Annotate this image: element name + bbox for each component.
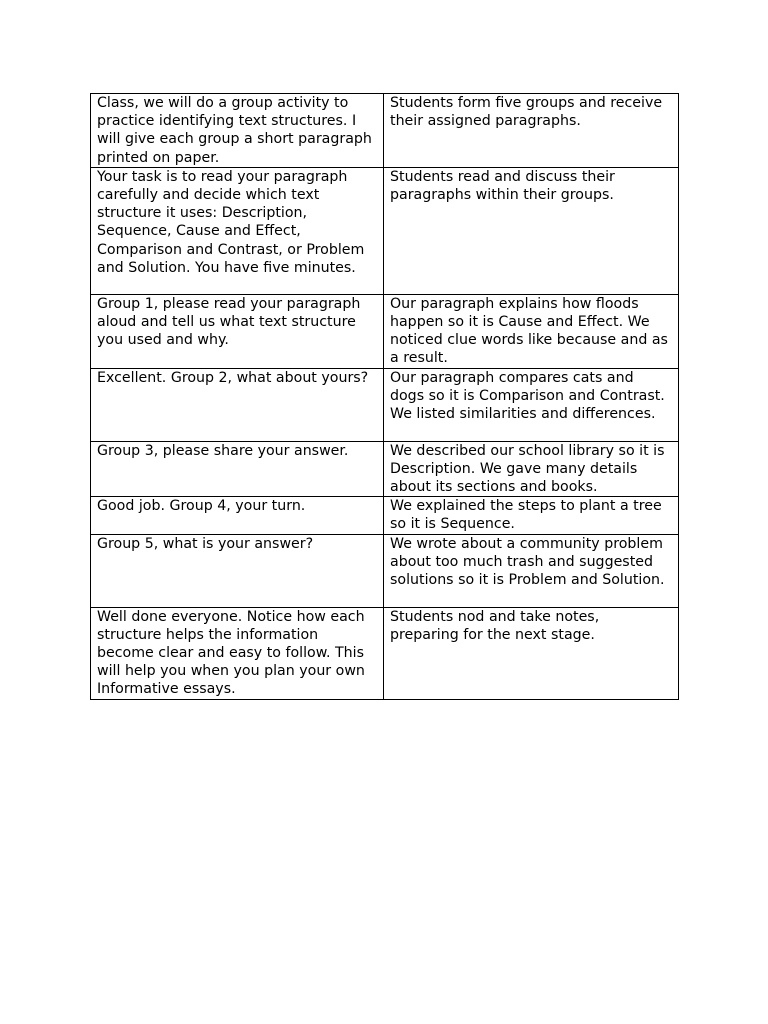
table-row (91, 607, 679, 699)
teacher-cell: Good job. Group 4, your turn. (91, 497, 384, 534)
table-row (91, 534, 679, 607)
table-row (91, 294, 679, 368)
student-cell: Our paragraph compares cats and dogs so it is Comparison and Contrast. We listed similarities and differences. (384, 368, 679, 441)
student-cell: Students nod and take notes, preparing for the next stage. (384, 607, 679, 699)
teacher-cell: Your task is to read your paragraph carefully and decide which text structure it uses: Description, Sequence, Cause and Effect, Comparison and Contrast, or Problem and Solution. You have five minutes. (91, 167, 384, 294)
student-cell: Students read and discuss their paragraphs within their groups. (384, 167, 679, 294)
lesson-dialog-table (90, 93, 679, 700)
table-row (91, 441, 679, 497)
student-cell: We wrote about a community problem about too much trash and suggested solutions so it is Problem and Solution. (384, 534, 679, 607)
teacher-cell: Group 1, please read your paragraph aloud and tell us what text structure you used and why. (91, 294, 384, 368)
student-cell: We explained the steps to plant a tree so it is Sequence. (384, 497, 679, 534)
table-row (91, 497, 679, 534)
table-row (91, 94, 679, 168)
student-cell: We described our school library so it is Description. We gave many details about its sections and books. (384, 441, 679, 497)
student-cell: Students form five groups and receive their assigned paragraphs. (384, 94, 679, 168)
table-row (91, 167, 679, 294)
teacher-cell: Group 5, what is your answer? (91, 534, 384, 607)
teacher-cell: Well done everyone. Notice how each structure helps the information become clear and easy to follow. This will help you when you plan your own Informative essays. (91, 607, 384, 699)
student-cell: Our paragraph explains how floods happen so it is Cause and Effect. We noticed clue words like because and as a result. (384, 294, 679, 368)
table-row (91, 368, 679, 441)
teacher-cell: Group 3, please share your answer. (91, 441, 384, 497)
teacher-cell: Class, we will do a group activity to practice identifying text structures. I will give each group a short paragraph printed on paper. (91, 94, 384, 168)
teacher-cell: Excellent. Group 2, what about yours? (91, 368, 384, 441)
